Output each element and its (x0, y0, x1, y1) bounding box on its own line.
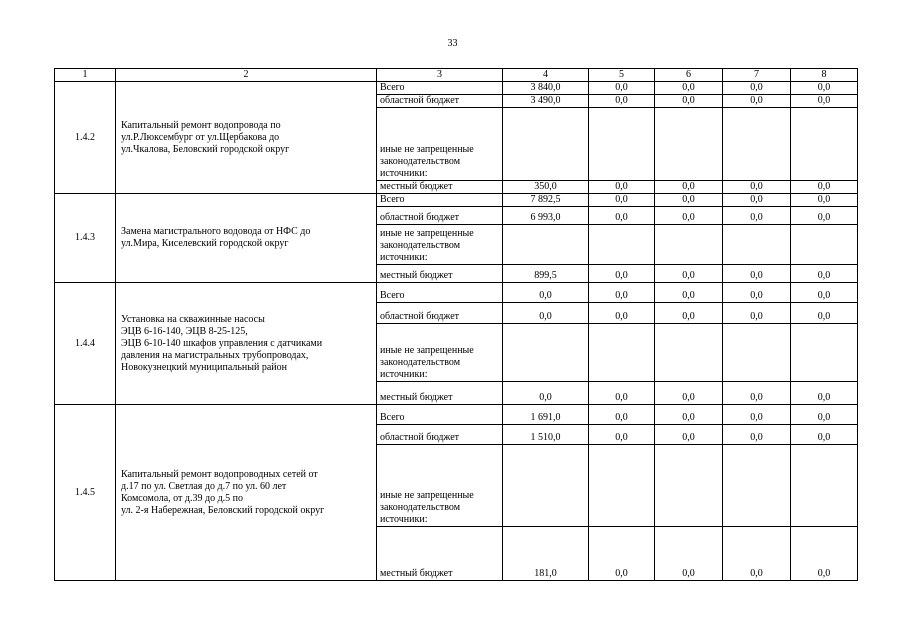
amount-cell: 0,0 (655, 181, 723, 194)
amount-cell: 0,0 (589, 82, 655, 95)
amount-cell: 0,0 (589, 425, 655, 445)
amount-cell: 0,0 (503, 283, 589, 303)
project-code: 1.4.4 (55, 283, 116, 405)
amount-cell: 0,0 (791, 283, 858, 303)
amount-cell: 0,0 (589, 303, 655, 324)
amount-cell: 0,0 (723, 382, 791, 405)
amount-cell: 6 993,0 (503, 207, 589, 225)
project-code: 1.4.2 (55, 82, 116, 194)
amount-cell: 0,0 (791, 265, 858, 283)
amount-cell: 0,0 (791, 303, 858, 324)
amount-cell: 0,0 (655, 425, 723, 445)
amount-cell: 0,0 (791, 527, 858, 581)
funding-source: местный бюджет (377, 527, 503, 581)
amount-cell: 0,0 (723, 265, 791, 283)
amount-cell: 0,0 (655, 283, 723, 303)
amount-cell: 0,0 (723, 303, 791, 324)
amount-cell: 0,0 (589, 265, 655, 283)
amount-cell: 0,0 (589, 95, 655, 108)
funding-source: Всего (377, 194, 503, 207)
amount-cell (655, 108, 723, 181)
funding-source: областной бюджет (377, 207, 503, 225)
amount-cell: 0,0 (589, 194, 655, 207)
amount-cell: 0,0 (723, 283, 791, 303)
amount-cell: 181,0 (503, 527, 589, 581)
project-name: Капитальный ремонт водопроводных сетей от д.17 по ул. Светлая до д.7 по ул. 60 лет Комсомола, от д.39 до д.5 по ул. 2-я Набережная, Беловский городской округ (116, 405, 377, 581)
column-header: 5 (589, 69, 655, 82)
funding-source: областной бюджет (377, 303, 503, 324)
table-body (55, 69, 858, 581)
amount-cell: 3 840,0 (503, 82, 589, 95)
amount-cell: 0,0 (589, 382, 655, 405)
amount-cell: 0,0 (723, 527, 791, 581)
funding-source: областной бюджет (377, 95, 503, 108)
amount-cell (503, 225, 589, 265)
amount-cell: 0,0 (723, 425, 791, 445)
amount-cell (723, 225, 791, 265)
amount-cell: 0,0 (655, 194, 723, 207)
funding-source: иные не запрещенные законодательством источники: (377, 108, 503, 181)
column-header: 1 (55, 69, 116, 82)
amount-cell: 0,0 (589, 527, 655, 581)
page-number: 33 (447, 38, 458, 49)
amount-cell: 1 510,0 (503, 425, 589, 445)
amount-cell (589, 225, 655, 265)
amount-cell: 0,0 (791, 181, 858, 194)
funding-source: местный бюджет (377, 181, 503, 194)
amount-cell: 0,0 (791, 194, 858, 207)
table-row (55, 405, 858, 425)
project-name: Замена магистрального водовода от НФС до ул.Мира, Киселевский городской округ (116, 194, 377, 283)
amount-cell: 7 892,5 (503, 194, 589, 207)
amount-cell (791, 445, 858, 527)
header-row (55, 69, 858, 82)
amount-cell: 0,0 (791, 82, 858, 95)
amount-cell: 350,0 (503, 181, 589, 194)
amount-cell (723, 324, 791, 382)
amount-cell: 0,0 (655, 382, 723, 405)
amount-cell: 1 691,0 (503, 405, 589, 425)
amount-cell (655, 445, 723, 527)
amount-cell: 3 490,0 (503, 95, 589, 108)
amount-cell: 0,0 (589, 207, 655, 225)
amount-cell (503, 108, 589, 181)
amount-cell: 0,0 (791, 207, 858, 225)
column-header: 8 (791, 69, 858, 82)
amount-cell (791, 108, 858, 181)
column-header: 3 (377, 69, 503, 82)
funding-source: местный бюджет (377, 265, 503, 283)
amount-cell: 0,0 (589, 283, 655, 303)
funding-source: иные не запрещенные законодательством источники: (377, 324, 503, 382)
amount-cell: 0,0 (655, 527, 723, 581)
amount-cell (589, 445, 655, 527)
amount-cell (589, 324, 655, 382)
amount-cell: 0,0 (589, 181, 655, 194)
project-code: 1.4.5 (55, 405, 116, 581)
funding-source: областной бюджет (377, 425, 503, 445)
amount-cell (655, 324, 723, 382)
column-header: 4 (503, 69, 589, 82)
amount-cell: 0,0 (655, 207, 723, 225)
amount-cell (791, 225, 858, 265)
amount-cell: 0,0 (655, 265, 723, 283)
amount-cell: 0,0 (723, 181, 791, 194)
amount-cell (723, 445, 791, 527)
amount-cell: 899,5 (503, 265, 589, 283)
amount-cell: 0,0 (723, 194, 791, 207)
amount-cell: 0,0 (723, 82, 791, 95)
funding-source: иные не запрещенные законодательством источники: (377, 445, 503, 527)
amount-cell: 0,0 (655, 405, 723, 425)
amount-cell: 0,0 (655, 95, 723, 108)
funding-source: иные не запрещенные законодательством источники: (377, 225, 503, 265)
column-header: 2 (116, 69, 377, 82)
amount-cell: 0,0 (655, 303, 723, 324)
amount-cell (791, 324, 858, 382)
amount-cell (589, 108, 655, 181)
project-name: Капитальный ремонт водопровода по ул.Р.Люксембург от ул.Щербакова до ул.Чкалова, Беловский городской округ (116, 82, 377, 194)
column-header: 7 (723, 69, 791, 82)
column-header: 6 (655, 69, 723, 82)
amount-cell: 0,0 (723, 207, 791, 225)
budget-table (54, 68, 858, 581)
amount-cell (503, 324, 589, 382)
funding-source: Всего (377, 82, 503, 95)
amount-cell: 0,0 (589, 405, 655, 425)
amount-cell: 0,0 (503, 382, 589, 405)
amount-cell: 0,0 (655, 82, 723, 95)
funding-source: Всего (377, 283, 503, 303)
project-name: Установка на скважинные насосы ЭЦВ 6-16-140, ЭЦВ 8-25-125, ЭЦВ 6-10-140 шкафов управления с датчиками давления на магистральных трубопроводах, Новокузнецкий муниципальный район (116, 283, 377, 405)
amount-cell: 0,0 (503, 303, 589, 324)
amount-cell: 0,0 (791, 95, 858, 108)
amount-cell: 0,0 (723, 95, 791, 108)
amount-cell: 0,0 (723, 405, 791, 425)
funding-source: Всего (377, 405, 503, 425)
table-row (55, 82, 858, 95)
project-code: 1.4.3 (55, 194, 116, 283)
amount-cell: 0,0 (791, 382, 858, 405)
amount-cell: 0,0 (791, 405, 858, 425)
amount-cell: 0,0 (791, 425, 858, 445)
funding-source: местный бюджет (377, 382, 503, 405)
amount-cell (655, 225, 723, 265)
table-row (55, 283, 858, 303)
amount-cell (723, 108, 791, 181)
amount-cell (503, 445, 589, 527)
table-row (55, 194, 858, 207)
